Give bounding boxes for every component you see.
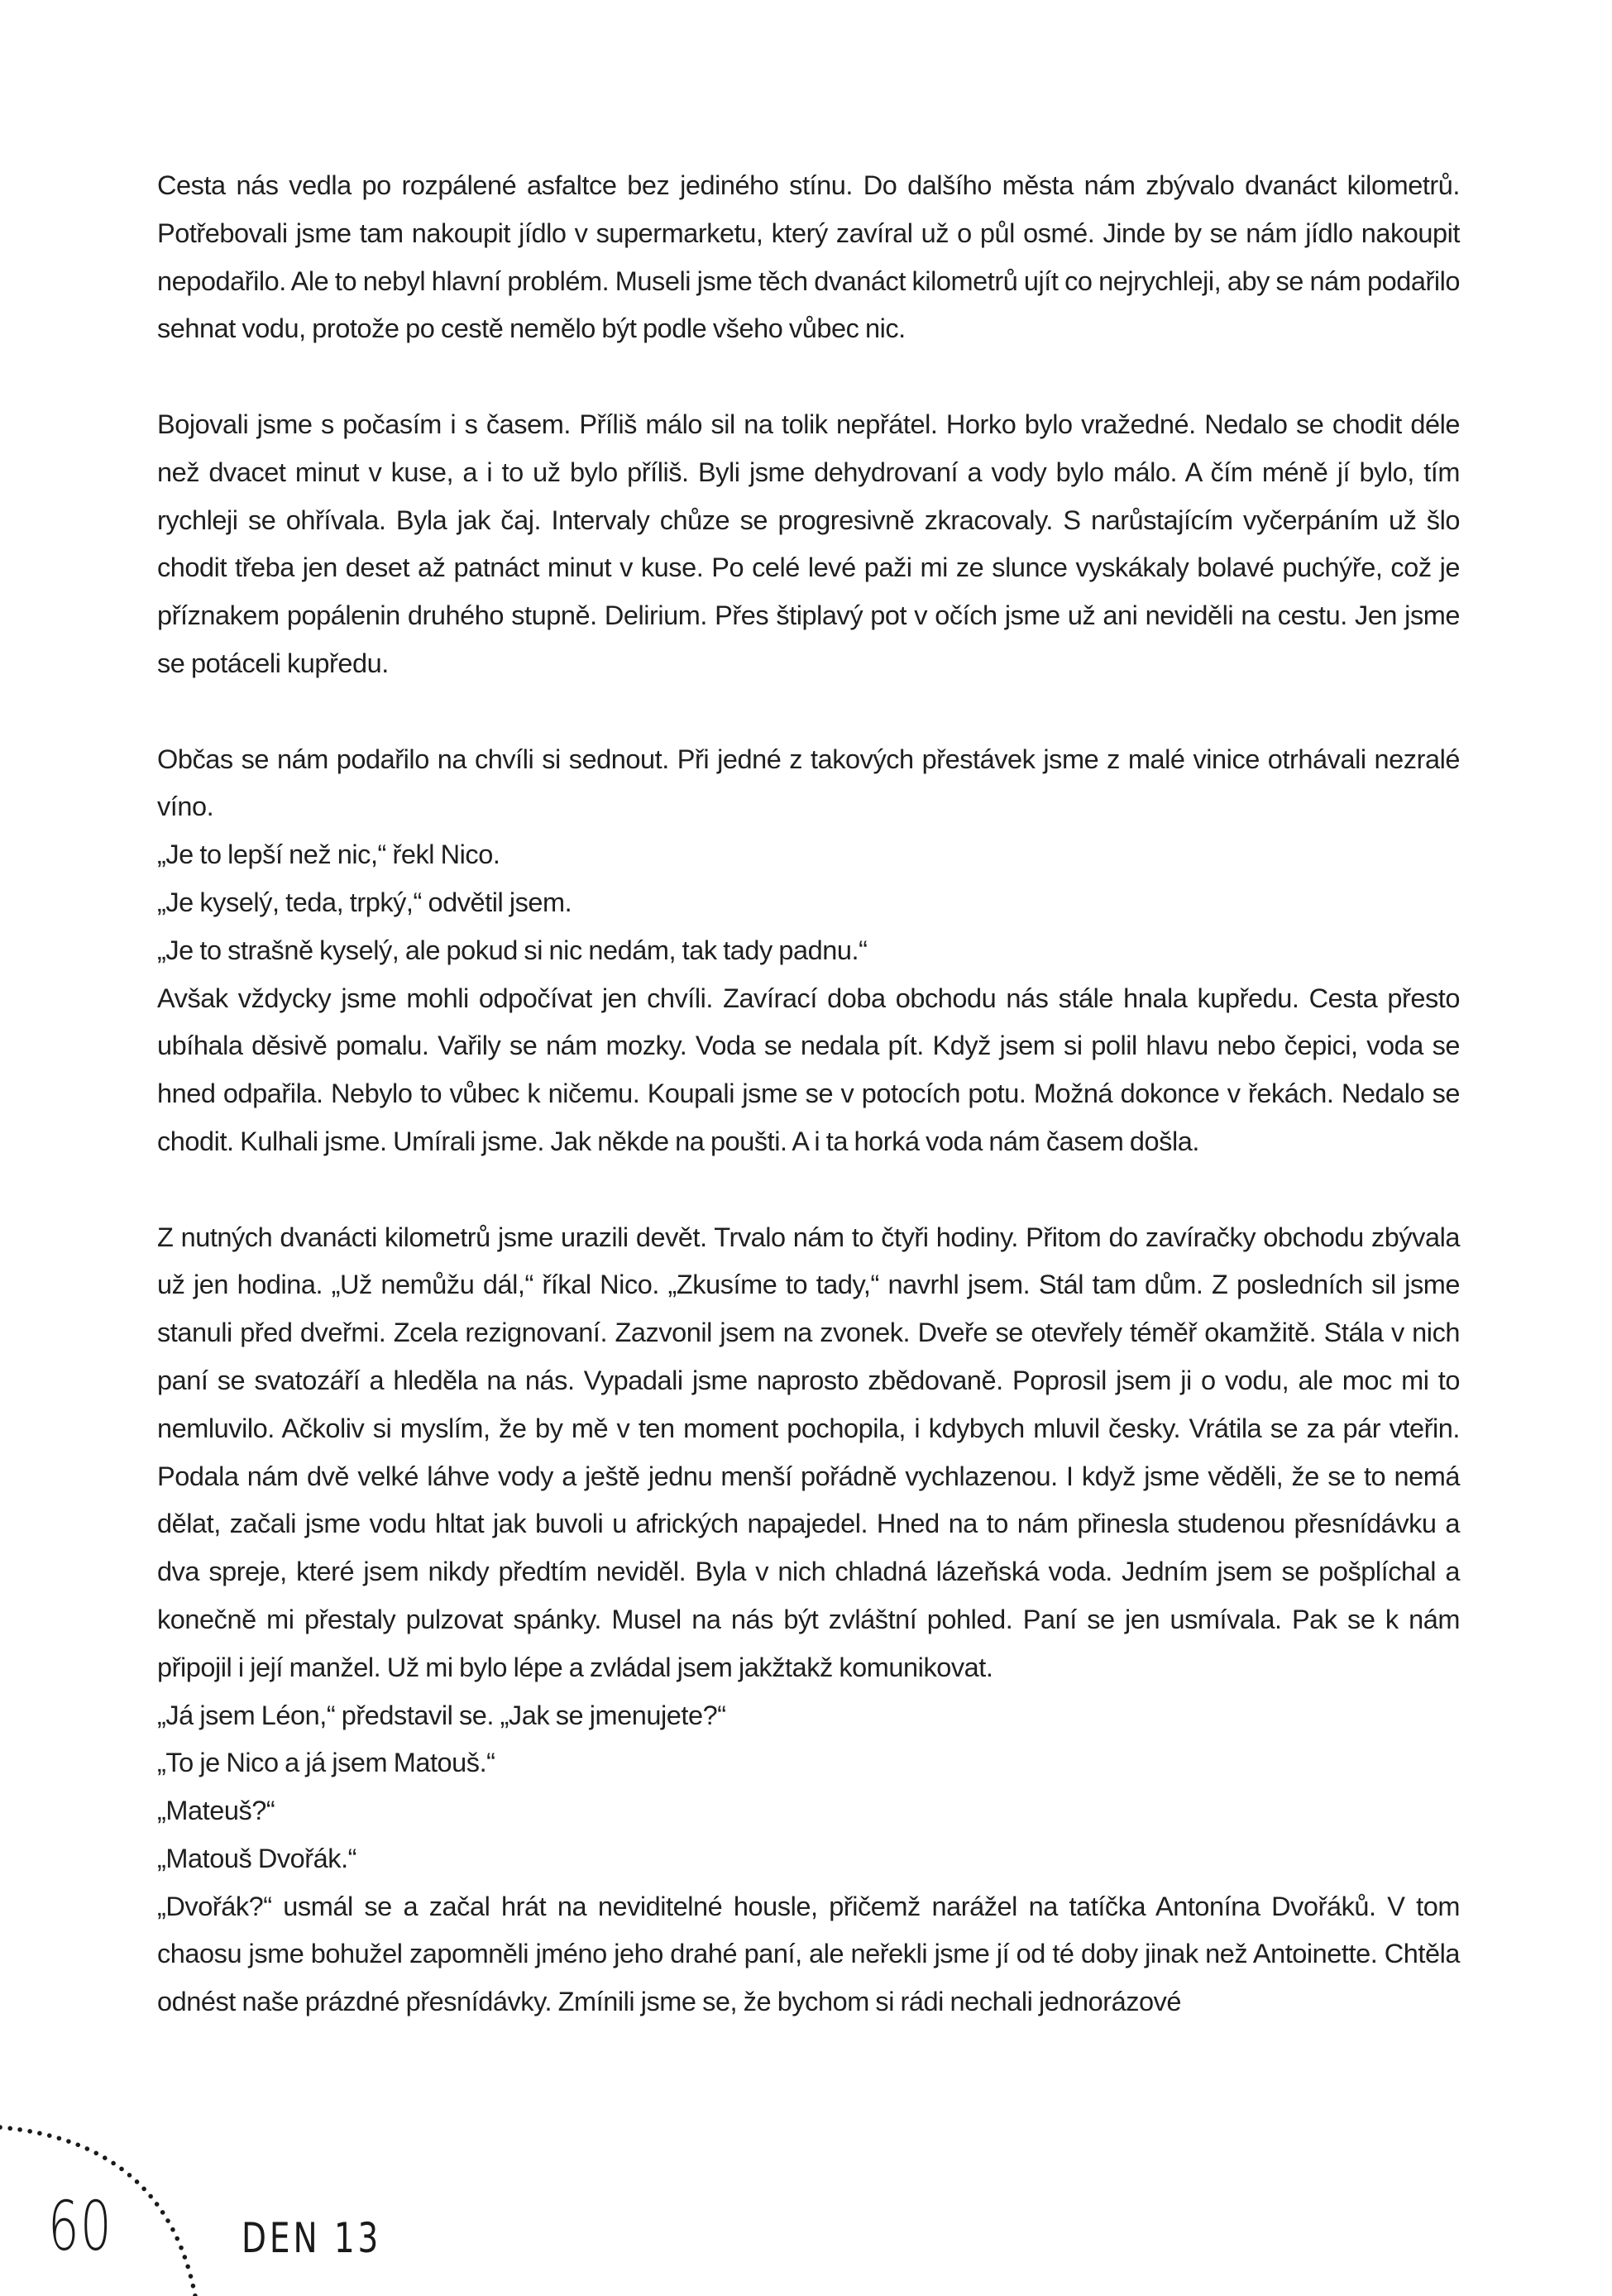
dialogue-line: „Je kyselý, teda, trpký,“ odvětil jsem. [157,887,572,917]
dialogue-line: „Mateuš?“ [157,1796,275,1826]
dialogue-line: „Matouš Dvořák.“ [157,1843,357,1873]
body-text [157,162,1460,2026]
chapter-label: DEN 13 [242,2214,382,2262]
paragraph: Bojovali jsme s počasím i s časem. Příliš málo sil na tolik nepřátel. Horko bylo vražedné. Nedalo se chodit déle než dvacet minut v kuse, a i to už bylo příliš. Byli jsme dehydrovaní a vody bylo málo. A čím méně jí bylo, tím rychleji se ohřívala. Byla jak čaj. Intervaly chůze se progresivně zkracovaly. S narůstajícím vyčerpáním už šlo chodit třeba jen deset až patnáct minut v kuse. Po celé levé paži mi ze slunce vyskákaly bolavé puchýře, což je příznakem popálenin druhého stupně. Delirium. Přes štiplavý pot v očích jsme už ani neviděli na cestu. Jen jsme se potáceli kupředu. [157,409,1460,678]
paragraph: Cesta nás vedla po rozpálené asfaltce bez jediného stínu. Do dalšího města nám zbývalo dvanáct kilometrů. Potřebovali jsme tam nakoupit jídlo v supermarketu, který zavíral už o půl osmé. Jinde by se nám jídlo nakoupit nepodařilo. Ale to nebyl hlavní problém. Museli jsme těch dvanáct kilometrů ujít co nejrychleji, aby se nám podařilo sehnat vodu, protože po cestě nemělo být podle všeho vůbec nic. [157,170,1460,344]
dialogue-line: „Já jsem Léon,“ představil se. „Jak se jmenujete?“ [157,1700,726,1730]
dialogue-line: „Je to lepší než nic,“ řekl Nico. [157,839,500,870]
paragraph: Občas se nám podařilo na chvíli si sednout. Při jedné z takových přestávek jsme z malé vinice otrhávali nezralé víno. [157,744,1460,822]
paragraph: „Dvořák?“ usmál se a začal hrát na neviditelné housle, přičemž narážel na tatíčka Antonína Dvořáků. V tom chaosu jsme bohužel zapomněli jméno jeho drahé paní, ale neřekli jsme jí od té doby jinak než Antoinette. Chtěla odnést naše prázdné přesnídávky. Zmínili jsme se, že bychom si rádi nechali jednorázové [157,1891,1460,2017]
paragraph-gap [157,353,1460,401]
paragraph: Avšak vždycky jsme mohli odpočívat jen chvíli. Zavírací doba obchodu nás stále hnala kupředu. Cesta přesto ubíhala děsivě pomalu. Vařily se nám mozky. Voda se nedala pít. Když jsem si polil hlavu nebo čepici, voda se hned odpařila. Nebylo to vůbec k ničemu. Koupali jsme se v potocích potu. Možná dokonce v řekách. Nedalo se chodit. Kulhali jsme. Umírali jsme. Jak někde na poušti. A i ta horká voda nám časem došla. [157,983,1460,1156]
dialogue-line: „Je to strašně kyselý, ale pokud si nic nedám, tak tady padnu.“ [157,935,868,965]
paragraph-gap [157,1166,1460,1214]
paragraph-gap [157,688,1460,736]
page-number: 60 [48,2188,113,2266]
paragraph: Z nutných dvanácti kilometrů jsme urazili devět. Trvalo nám to čtyři hodiny. Přitom do zavíračky obchodu zbývala už jen hodina. „Už nemůžu dál,“ říkal Nico. „Zkusíme to tady,“ navrhl jsem. Stál tam dům. Z posledních sil jsme stanuli před dveřmi. Zcela rezignovaní. Zazvonil jsem na zvonek. Dveře se otevřely téměř okamžitě. Stála v nich paní se svatozáří a hleděla na nás. Vypadali jsme naprosto zbědovaně. Poprosil jsem ji o vodu, ale moc mi to nemluvilo. Ačkoliv si myslím, že by mě v ten moment pochopila, i kdybych mluvil česky. Vrátila se za pár vteřin. Podala nám dvě velké láhve vody a ještě jednu menší pořádně vychlazenou. I když jsme věděli, že se to nemá dělat, začali jsme vodu hltat jak buvoli u afrických napajedel. Hned na to nám přinesla studenou přesnídávku a dva spreje, které jsem nikdy předtím neviděl. Byla v nich chladná lázeňská voda. Jedním jsem se pošplíchal a konečně mi přestaly pulzovat spánky. Musel na nás být zvláštní pohled. Paní se jen usmívala. Pak se k nám připojil i její manžel. Už mi bylo lépe a zvládal jsem jakžtakž komunikovat. [157,1222,1460,1682]
dialogue-line: „To je Nico a já jsem Matouš.“ [157,1748,495,1778]
